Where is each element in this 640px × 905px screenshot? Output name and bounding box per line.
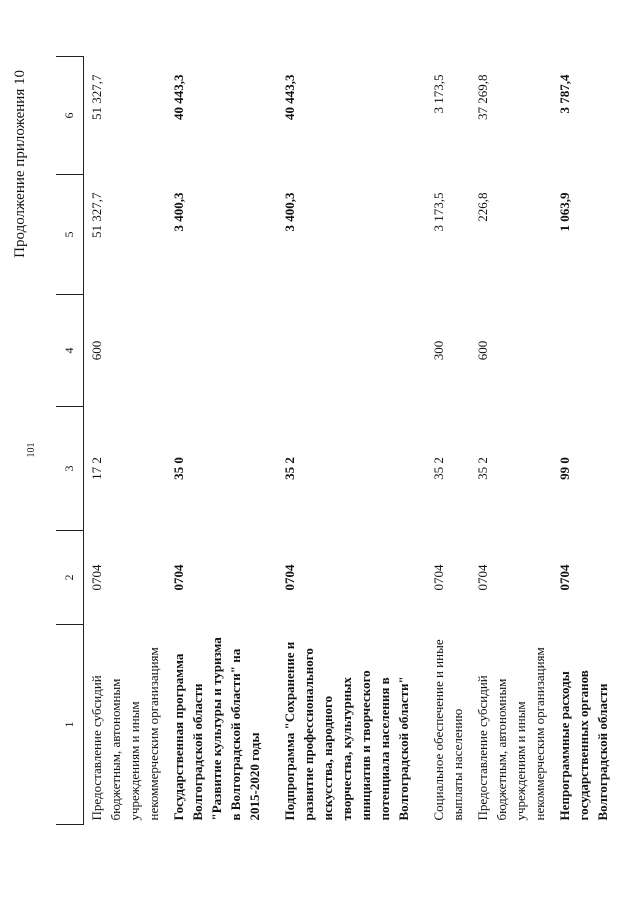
table-row — [426, 57, 470, 825]
row-section-code: 0704 — [475, 564, 490, 591]
row-expense-type: 600 — [475, 340, 490, 361]
header-col-5: 5 — [56, 175, 84, 295]
row-expense-type — [552, 295, 615, 407]
row-target-code: 35 0 — [171, 457, 186, 480]
budget-table — [56, 56, 615, 825]
row-target-code: 99 0 — [557, 457, 572, 480]
header-col-2: 2 — [56, 531, 84, 625]
row-amount-6: 37 269,8 — [475, 74, 490, 120]
table-header — [56, 57, 84, 825]
table-row — [166, 57, 267, 825]
page-number: 101 — [26, 442, 37, 458]
row-section-code: 0704 — [557, 564, 572, 591]
row-section-code: 0704 — [282, 564, 297, 591]
row-amount-5: 3 173,5 — [431, 192, 446, 232]
header-col-3: 3 — [56, 407, 84, 531]
row-name: Непрограммные расходы государственных органов Волгоградской области — [557, 670, 610, 821]
row-amount-6: 40 443,3 — [282, 74, 297, 120]
header-col-1: 1 — [56, 625, 84, 825]
row-amount-5: 51 327,7 — [89, 192, 104, 238]
row-expense-type: 600 — [89, 340, 104, 361]
row-amount-5: 226,8 — [475, 192, 490, 222]
row-expense-type — [277, 295, 416, 407]
row-amount-6: 3 173,5 — [431, 74, 446, 114]
header-col-4: 4 — [56, 295, 84, 407]
row-section-code: 0704 — [171, 564, 186, 591]
row-name: Предоставление субсидий бюджетным, автономным учреждениям и иным некоммерческим организациям — [89, 647, 161, 821]
row-section-code: 0704 — [431, 564, 446, 591]
row-spacer — [267, 57, 277, 825]
row-name: Государственная программа Волгоградской области "Развитие культуры и туризма в Волгоградской области" на 2015-2020 годы — [171, 637, 262, 821]
row-name: Предоставление субсидий бюджетным, автономным учреждениям и иным некоммерческим организациям — [475, 647, 547, 821]
row-target-code: 35 2 — [282, 457, 297, 480]
row-target-code: 35 2 — [431, 457, 446, 480]
table-body — [84, 57, 616, 825]
row-name: Социальное обеспечение и иные выплаты населению — [431, 639, 465, 821]
row-target-code: 35 2 — [475, 457, 490, 480]
row-amount-5: 3 400,3 — [171, 192, 186, 232]
table-row — [552, 57, 615, 825]
row-expense-type — [166, 295, 267, 407]
table-row — [277, 57, 416, 825]
table-row — [470, 57, 552, 825]
header-col-6: 6 — [56, 57, 84, 175]
row-amount-6: 40 443,3 — [171, 74, 186, 120]
row-target-code: 17 2 — [89, 457, 104, 480]
row-amount-6: 3 787,4 — [557, 74, 572, 114]
row-name: Подпрограмма "Сохранение и развитие профессионального искусства, народного творчества, культурных инициатив и творческого потенциала населения в Волгоградской области" — [282, 641, 411, 821]
row-expense-type: 300 — [431, 340, 446, 361]
table-row — [84, 57, 167, 825]
row-amount-5: 1 063,9 — [557, 192, 572, 232]
row-spacer — [416, 57, 426, 825]
row-amount-5: 3 400,3 — [282, 192, 297, 232]
row-amount-6: 51 327,7 — [89, 74, 104, 120]
continuation-label: Продолжение приложения 10 — [12, 70, 28, 258]
row-section-code: 0704 — [89, 564, 104, 591]
